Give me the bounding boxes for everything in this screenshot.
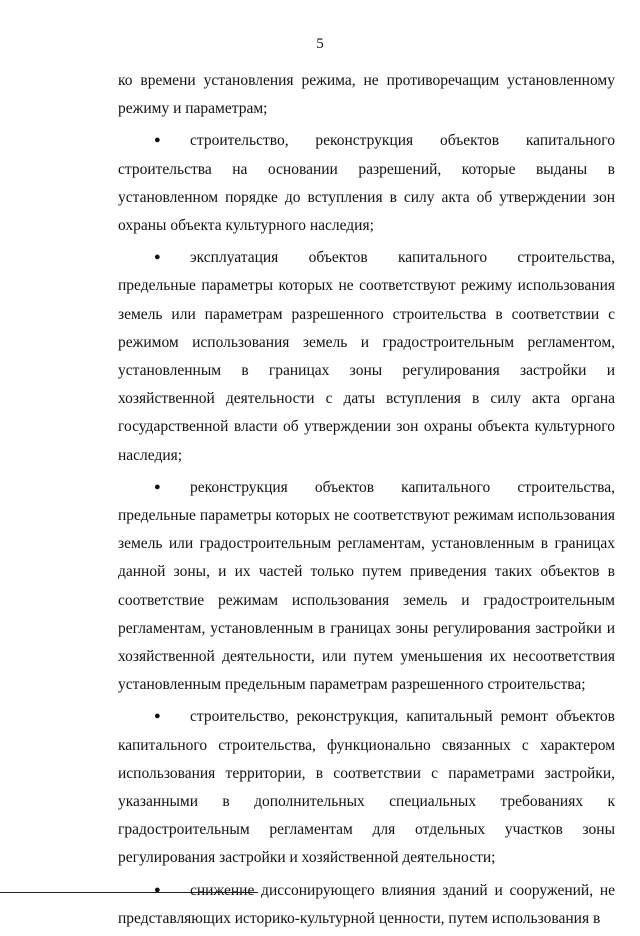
bullet-icon: ● xyxy=(154,883,161,896)
bullet-icon: ● xyxy=(154,480,161,493)
bullet-icon: ● xyxy=(154,710,161,723)
bullet-paragraph-reconstruction xyxy=(118,473,615,703)
page-number: 5 xyxy=(316,36,324,52)
paragraph-continuation xyxy=(118,67,615,126)
bullet-paragraph-operation xyxy=(118,243,615,473)
bullet-paragraph-construction xyxy=(118,126,615,243)
paragraph-text: эксплуатация объектов капитального строительства, предельные параметры которых не соответствуют режиму использования земель или параметрам разрешенного строительства в соответствии с режимом использования земель и градостроительным регламентом, установленным в границах зоны регулирования застройки и хозяйственной деятельности с даты вступления в силу акта органа государственной власти об утверждении зон охраны объекта культурного наследия; xyxy=(118,249,615,464)
paragraph-text: строительство, реконструкция объектов капитального строительства на основании разрешений, которые выданы в установленном порядке до вступления в силу акта об утверждении зон охраны объекта культурного наследия; xyxy=(118,132,615,235)
bullet-icon: ● xyxy=(154,251,161,264)
paragraph-text: строительство, реконструкция, капитальный ремонт объектов капитального строительства, функционально связанных с характером использования территории, в соответствии с параметрами застройки, указанными в дополнительных специальных требованиях к градостроительным регламентам для отдельных участков зоны регулирования застройки и хозяйственной деятельности; xyxy=(118,708,615,867)
document-body xyxy=(118,67,615,936)
paragraph-text: реконструкция объектов капитального строительства, предельные параметры которых не соответствуют режимам использования земель или градостроительным регламентам, установленным в границах данной зоны, и их частей только путем приведения таких объектов в соответствие режимам использования земель и градостроительным регламентам, установленным в границах зоны регулирования застройки и хозяйственной деятельности, или путем уменьшения их несоответствия установленным предельным параметрам разрешенного строительства; xyxy=(118,478,615,694)
paragraph-text: ко времени установления режима, не противоречащим установленному режиму и параметрам; xyxy=(118,72,615,118)
bullet-paragraph-capital-repair xyxy=(118,702,615,875)
paragraph-text: снижение диссонирующего влияния зданий и сооружений, не представляющих историко-культурной ценности, путем использования в xyxy=(118,881,615,927)
bullet-paragraph-dissonance-reduction xyxy=(118,876,615,936)
footnote-divider xyxy=(0,892,258,893)
bullet-icon: ● xyxy=(154,134,161,147)
